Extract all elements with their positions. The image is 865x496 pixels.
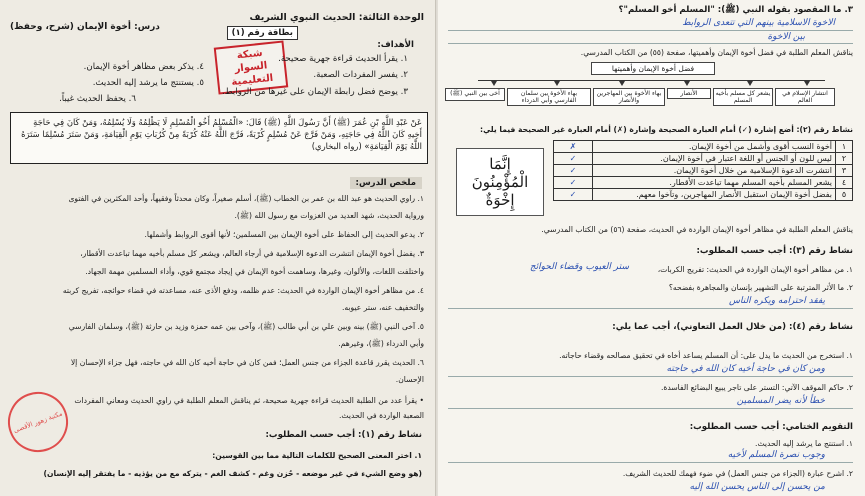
summary-line: ١. راوي الحديث هو عبد الله بن عمر بن الخطاب (ﷺ)، أسلم صغيراً، وكان محدثاً وفقيهاً، وأحد المكثرين في الفتوى bbox=[68, 194, 424, 203]
activity-4-a1: ومن كان في حاجة أخيه كان الله في حاجته bbox=[666, 364, 825, 374]
map-box: آخى بين النبي (ﷺ) bbox=[445, 88, 505, 101]
final-q1: ١. استنتج ما يرشد إليه الحديث. bbox=[755, 439, 853, 448]
activity-3-q1: ١. من مظاهر أخوة الإيمان الواردة في الحديث: تفريج الكربات، bbox=[657, 265, 853, 274]
goal-4: ٤. يذكر بعض مظاهر أخوة الإيمان. bbox=[83, 62, 204, 72]
activity-4-q1: ١. استخرج من الحديث ما يدل على: أن المسلم يساعد أخاه في تحقيق مصالحه وقضاء حاجاته. bbox=[559, 351, 853, 360]
summary-line: والتخفيف عنه، ستر عيوبه. bbox=[341, 303, 424, 312]
final-heading: التقويم الختامي: أجب حسب المطلوب: bbox=[689, 422, 853, 432]
row-number: ٤ bbox=[836, 177, 853, 189]
map-box: الأنصار bbox=[667, 88, 711, 99]
summary-line: الإحسان. bbox=[395, 375, 424, 384]
row-number: ١ bbox=[836, 141, 853, 153]
statement: بفضل أخوة الإيمان استقبل الأنصار المهاجرين، وتآخوا معهم. bbox=[593, 189, 836, 201]
final-a2: من يحسن إلى الناس يحسن الله إليه bbox=[689, 482, 825, 492]
answer-3b: بين الاخوة bbox=[767, 32, 805, 42]
final-q2: ٢. اشرح عبارة (الجزاء من جنس العمل) في ضوء فهمك للحديث الشريف. bbox=[622, 469, 853, 478]
table-row bbox=[554, 177, 853, 189]
table-row bbox=[554, 189, 853, 201]
summary-line: ٦. الحديث يقرر قاعدة الجزاء من جنس العمل؛ فمن كان في حاجة أخيه كان الله في حاجته، فهل جزاء الإحسان إلا bbox=[70, 358, 424, 367]
statement: أخوة النسب أقوى وأشمل من أخوة الإيمان. bbox=[593, 141, 836, 153]
final-a1: وجوب نصرة المسلم لأخيه bbox=[727, 450, 825, 460]
answer-mark[interactable]: ✓ bbox=[554, 165, 593, 177]
goal-6: ٦. يحفظ الحديث غيباً. bbox=[59, 94, 136, 104]
activity-3-a2: يفقد احترامه ويكره الناس bbox=[729, 296, 825, 306]
library-seal: مكتبة زهور الأقصى bbox=[0, 384, 76, 461]
map-box: يشعر كل مسلم بأخيه المسلم bbox=[713, 88, 773, 106]
row-number: ٥ bbox=[836, 189, 853, 201]
summary-line: واختلفت اللغات، والألوان، وغيرها، وساهمت أخوة الإيمان في إيجاد مجتمع قوي، وأداء المسلمين مهمة الجهاد. bbox=[85, 267, 424, 276]
summary-line: ورواية الحديث، شهد العديد من الغزوات مع رسول الله (ﷺ). bbox=[234, 211, 424, 220]
map-title: فضل أخوة الإيمان وأهميتها bbox=[591, 62, 715, 75]
row-number: ٣ bbox=[836, 165, 853, 177]
statement: ليس للون أو الجنس أو اللغة اعتبار في أخوة الإيمان. bbox=[593, 153, 836, 165]
table-row bbox=[554, 141, 853, 153]
true-false-table bbox=[553, 140, 853, 201]
goal-5: ٥. يستنتج ما يرشد إليه الحديث. bbox=[92, 78, 204, 88]
row-number: ٢ bbox=[836, 153, 853, 165]
answer-mark[interactable]: ✓ bbox=[554, 153, 593, 165]
answer-mark[interactable]: ✓ bbox=[554, 189, 593, 201]
activity-3-heading: نشاط رقم (٣): أجب حسب المطلوب: bbox=[696, 246, 853, 256]
verse-calligraphy: إِنَّمَا الْمُؤْمِنُونَ إِخْوَةٌ bbox=[456, 148, 544, 216]
activity-4-heading: نشاط رقم (٤): (من خلال العمل التعاوني)، أجب عما يلي: bbox=[612, 322, 853, 332]
activity-1-options: (هو وضع الشيء في غير موضعه - حُزن وغم - كشف الغم - يتركه مع من يؤذيه - ما يفتقر إليه الإنسان) bbox=[43, 469, 422, 478]
map-box: بهاء الأخوة بين المهاجرين والأنصار bbox=[593, 88, 665, 106]
map-box: انتشار الإسلام في العالم bbox=[775, 88, 835, 106]
summary-line: ٣. يفضل أخوة الإيمان انتشرت الدعوة الإسلامية في أرجاء العالم، ويشعر كل مسلم بأخيه مهما تباعدت الأقطار، bbox=[80, 249, 424, 258]
statement: يشعر المسلم بأخيه المسلم مهما تباعدت الأقطار. bbox=[593, 177, 836, 189]
map-box: بهاء الأخوة بين سلمان الفارسي وأبي الدرداء bbox=[507, 88, 591, 106]
summary-line: ٢. يدعو الحديث إلى الحفاظ على أخوة الإيمان بين المسلمين؛ لأنها أقوى الروابط وأشملها. bbox=[144, 230, 424, 239]
activity-4-q2: ٢. حاكم الموقف الآتي: التستر على تاجر يبيع البضائع الفاسدة. bbox=[660, 383, 853, 392]
activity-1-heading: نشاط رقم (١): أجب حسب المطلوب: bbox=[265, 430, 422, 440]
goal-1: ١. يقرأ الحديث قراءة جهرية صحيحة. bbox=[278, 54, 408, 64]
statement: انتشرت الدعوة الإسلامية من خلال أخوة الإيمان. bbox=[593, 165, 836, 177]
network-stamp: شبكة السوار التعليمية bbox=[214, 40, 289, 94]
summary-line: وأبي الدرداء (ﷺ)، وغيرهم. bbox=[338, 339, 424, 348]
table-row bbox=[554, 165, 853, 177]
teacher-note-2: يناقش المعلم الطلبة في مظاهر أخوة الإيمان الواردة في الحديث، صفحة (٥٦) من الكتاب المدرسي. bbox=[541, 225, 853, 234]
table-row bbox=[554, 153, 853, 165]
activity-3-a1: ستر العيوب وقضاء الحوائج bbox=[529, 262, 629, 272]
answer-3: الاخوة الاسلامية بينهم التي تتعدى الروابط bbox=[682, 18, 835, 28]
goal-3: ٣. يوضح فضل رابطة الإيمان على غيرها من الروابط. bbox=[222, 87, 408, 97]
activity-2-heading: نشاط رقم (٢): أضع إشارة (✓) أمام العبارة الصحيحة وإشارة (✗) أمام العبارة غير الصحيحة فيما يلي: bbox=[480, 125, 853, 134]
question-3: ٣. ما المقصود بقوله النبي (ﷺ): "المسلم أخو المسلم"؟ bbox=[618, 5, 853, 15]
teacher-note: يناقش المعلم الطلبة في فضل أخوة الإيمان وأهميتها، صفحة (٥٥) من الكتاب المدرسي. bbox=[580, 48, 853, 57]
hadith-box: عَنْ عَبْدِ اللَّهِ بْنِ عُمَرَ (ﷺ) أَنَّ رَسُولَ اللَّهِ (ﷺ) قَالَ: «الْمُسْلِمُ أَخُو الْمُسْلِمِ لَا يَظْلِمُهُ وَلَا يُسْلِمُهُ، وَمَنْ كَانَ فِي حَاجَةِ أَخِيهِ كَانَ اللَّهُ فِي حَاجَتِهِ، وَمَنْ فَرَّجَ عَنْ مُسْلِمٍ كُرْبَةً، فَرَّجَ اللَّهُ عَنْهُ كُرْبَةً مِنْ كُرُبَاتِ يَوْمِ الْقِيَامَةِ، وَمَنْ سَتَرَ مُسْلِمًا سَتَرَهُ اللَّهُ يَوْمَ الْقِيَامَةِ» (رواه البخاري) bbox=[10, 112, 428, 164]
goal-2: ٢. يفسر المفردات الصعبة. bbox=[313, 70, 408, 80]
lesson-title: درس: أخوة الإيمان (شرح، وحفظ) bbox=[10, 22, 160, 32]
card-number: بطاقة رقم (١) bbox=[227, 26, 298, 40]
answer-mark[interactable]: ✗ bbox=[554, 141, 593, 153]
unit-title: الوحدة الثالثة: الحديث النبوي الشريف bbox=[249, 12, 424, 23]
activity-1-question: ١. اختر المعنى الصحيح للكلمات التالية مما بين القوسين: bbox=[212, 451, 422, 460]
summary-line: الصعبة الواردة في الحديث. bbox=[338, 411, 424, 420]
answer-mark[interactable]: ✓ bbox=[554, 177, 593, 189]
activity-4-a2: خطأ لأنه يضر المسلمين bbox=[736, 396, 825, 406]
summary-line: ٤. من مظاهر أخوة الإيمان الواردة في الحديث: عدم ظلمه، ودفع الأذى عنه، مساعدته في قضاء حوائجه، تفريج كربته bbox=[62, 286, 424, 295]
summary-line: • يقرأ عدد من الطلبة الحديث قراءة جهرية صحيحة، ثم يناقش المعلم الطلبة في راوي الحديث ومعاني المفردات bbox=[74, 396, 424, 405]
activity-3-q2: ٢. ما الأثر المترتبة على التشهير بإنسان والمجاهرة بفضحه؟ bbox=[668, 283, 853, 292]
goals-heading: الأهداف: bbox=[377, 40, 414, 50]
summary-line: ٥. آخى النبي (ﷺ) بينه وبين علي بن أبي طالب (ﷺ)، وآخى بين عمه حمزة وزيد بن حارثة (ﷺ)، وسلمان الفارسي bbox=[68, 322, 424, 331]
summary-heading: ملخص الدرس: bbox=[350, 177, 422, 189]
right-page bbox=[438, 0, 865, 496]
